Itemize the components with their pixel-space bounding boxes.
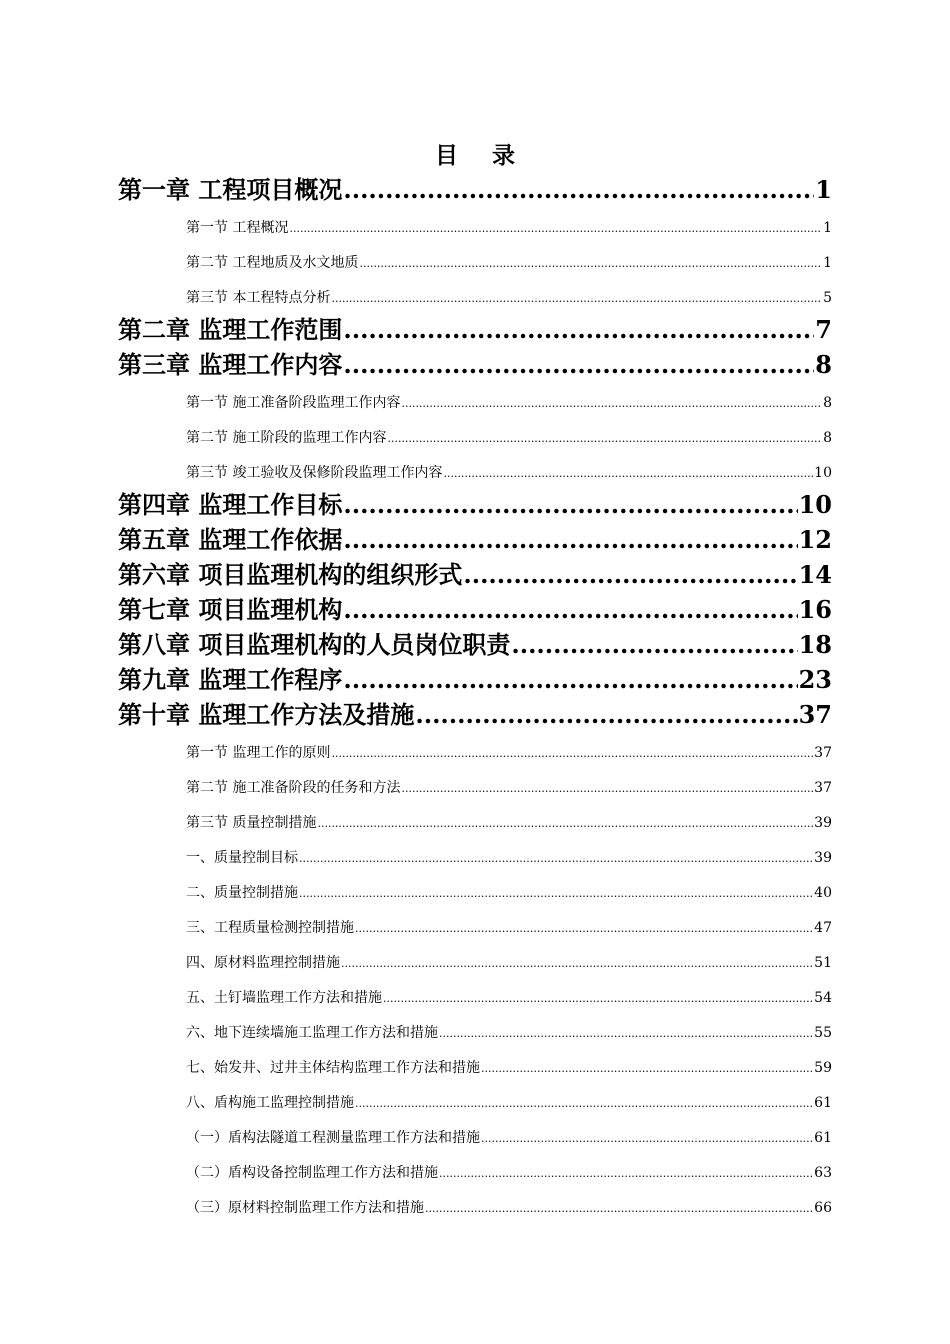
toc-entry-label: 五、土钉墙监理工作方法和措施 bbox=[186, 990, 382, 1006]
toc-entry-label: （三）原材料控制监理工作方法和措施 bbox=[186, 1200, 424, 1216]
toc-section-entry[interactable] bbox=[186, 251, 832, 275]
toc-section-entry[interactable] bbox=[186, 1161, 832, 1185]
toc-page-number: 1 bbox=[815, 175, 832, 204]
toc-chapter-entry[interactable] bbox=[118, 522, 832, 558]
toc-section-entry[interactable] bbox=[186, 1091, 832, 1115]
toc-dot-leader bbox=[511, 627, 797, 663]
toc-entry-label: 二、质量控制措施 bbox=[186, 885, 298, 901]
toc-entry-label: 第八章 项目监理机构的人员岗位职责 bbox=[118, 630, 511, 659]
toc-entry-label: 六、地下连续墙施工监理工作方法和措施 bbox=[186, 1025, 438, 1041]
toc-page-number: 37 bbox=[798, 700, 832, 729]
toc-chapter-entry[interactable] bbox=[118, 172, 832, 208]
toc-chapter-entry[interactable] bbox=[118, 487, 832, 523]
toc-entry-label: 四、原材料监理控制措施 bbox=[186, 955, 340, 971]
toc-dot-leader bbox=[331, 287, 822, 310]
toc-entry-label: 八、盾构施工监理控制措施 bbox=[186, 1095, 354, 1111]
toc-page-number: 23 bbox=[798, 665, 832, 694]
toc-chapter-entry[interactable] bbox=[118, 627, 832, 663]
toc-entry-label: 第十章 监理工作方法及措施 bbox=[118, 700, 415, 729]
toc-page-number: 55 bbox=[814, 1025, 832, 1041]
toc-section-entry[interactable] bbox=[186, 986, 832, 1010]
toc-entry-label: （二）盾构设备控制监理工作方法和措施 bbox=[186, 1165, 438, 1181]
toc-page-number: 61 bbox=[814, 1095, 832, 1111]
toc-section-entry[interactable] bbox=[186, 286, 832, 310]
toc-entry-label: 第一节 施工准备阶段监理工作内容 bbox=[186, 395, 401, 411]
toc-section-entry[interactable] bbox=[186, 216, 832, 240]
toc-dot-leader bbox=[443, 462, 813, 485]
toc-page-number: 10 bbox=[814, 465, 832, 481]
toc-entry-label: 第五章 监理工作依据 bbox=[118, 525, 343, 554]
toc-section-entry[interactable] bbox=[186, 1056, 832, 1080]
toc-page-number: 40 bbox=[814, 885, 832, 901]
toc-entry-label: 第一章 工程项目概况 bbox=[118, 175, 343, 204]
toc-page-number: 59 bbox=[814, 1060, 832, 1076]
toc-dot-leader bbox=[343, 522, 797, 558]
toc-page-number: 16 bbox=[798, 595, 832, 624]
toc-page-number: 14 bbox=[798, 560, 832, 589]
toc-page-number: 37 bbox=[814, 780, 832, 796]
toc-dot-leader bbox=[343, 347, 814, 383]
toc-page-number: 5 bbox=[823, 290, 832, 306]
toc-page-number: 51 bbox=[814, 955, 832, 971]
toc-dot-leader bbox=[343, 487, 797, 523]
toc-section-entry[interactable] bbox=[186, 1021, 832, 1045]
toc-dot-leader bbox=[289, 217, 822, 240]
toc-page-number: 18 bbox=[798, 630, 832, 659]
toc-dot-leader bbox=[343, 662, 797, 698]
toc-page-number: 47 bbox=[814, 920, 832, 936]
toc-dot-leader bbox=[401, 392, 822, 415]
toc-dot-leader bbox=[299, 847, 813, 870]
toc-entry-label: 第一节 工程概况 bbox=[186, 220, 289, 236]
toc-section-entry[interactable] bbox=[186, 916, 832, 940]
toc-page-number: 1 bbox=[823, 255, 832, 271]
toc-dot-leader bbox=[481, 1127, 813, 1150]
toc-section-entry[interactable] bbox=[186, 461, 832, 485]
toc-entry-label: 第三章 监理工作内容 bbox=[118, 350, 343, 379]
toc-entry-label: 第二节 工程地质及水文地质 bbox=[186, 255, 359, 271]
toc-entry-label: 三、工程质量检测控制措施 bbox=[186, 920, 354, 936]
toc-entry-label: 第九章 监理工作程序 bbox=[118, 665, 343, 694]
toc-entry-label: 第三节 本工程特点分析 bbox=[186, 290, 331, 306]
toc-dot-leader bbox=[439, 1022, 813, 1045]
toc-section-entry[interactable] bbox=[186, 1196, 832, 1220]
toc-title-right: 录 bbox=[492, 142, 515, 169]
toc-dot-leader bbox=[331, 742, 813, 765]
toc-chapter-entry[interactable] bbox=[118, 312, 832, 348]
toc-entry-label: 第四章 监理工作目标 bbox=[118, 490, 343, 519]
toc-page-number: 8 bbox=[815, 350, 832, 379]
toc-section-entry[interactable] bbox=[186, 1126, 832, 1150]
toc-section-entry[interactable] bbox=[186, 776, 832, 800]
toc-title bbox=[0, 138, 950, 174]
toc-dot-leader bbox=[317, 812, 813, 835]
toc-chapter-entry[interactable] bbox=[118, 662, 832, 698]
toc-entry-label: 第二章 监理工作范围 bbox=[118, 315, 343, 344]
toc-entry-label: 第二节 施工阶段的监理工作内容 bbox=[186, 430, 387, 446]
toc-dot-leader bbox=[383, 987, 813, 1010]
toc-page-number: 37 bbox=[814, 745, 832, 761]
toc-dot-leader bbox=[481, 1057, 813, 1080]
toc-entry-label: 第三节 质量控制措施 bbox=[186, 815, 317, 831]
toc-entry-label: 一、质量控制目标 bbox=[186, 850, 298, 866]
toc-dot-leader bbox=[355, 917, 813, 940]
toc-entry-label: 第三节 竣工验收及保修阶段监理工作内容 bbox=[186, 465, 443, 481]
toc-chapter-entry[interactable] bbox=[118, 557, 832, 593]
toc-section-entry[interactable] bbox=[186, 426, 832, 450]
toc-section-entry[interactable] bbox=[186, 391, 832, 415]
toc-section-entry[interactable] bbox=[186, 741, 832, 765]
toc-chapter-entry[interactable] bbox=[118, 697, 832, 733]
toc-dot-leader bbox=[425, 1197, 813, 1220]
toc-page-number: 54 bbox=[814, 990, 832, 1006]
toc-page-number: 39 bbox=[814, 815, 832, 831]
toc-entry-label: （一）盾构法隧道工程测量监理工作方法和措施 bbox=[186, 1130, 480, 1146]
toc-dot-leader bbox=[415, 697, 797, 733]
toc-page-number: 8 bbox=[823, 430, 832, 446]
toc-dot-leader bbox=[343, 592, 797, 628]
toc-entry-label: 第七章 项目监理机构 bbox=[118, 595, 343, 624]
toc-section-entry[interactable] bbox=[186, 881, 832, 905]
toc-dot-leader bbox=[341, 952, 813, 975]
toc-dot-leader bbox=[355, 1092, 813, 1115]
toc-section-entry[interactable] bbox=[186, 951, 832, 975]
toc-page-number: 61 bbox=[814, 1130, 832, 1146]
toc-dot-leader bbox=[343, 312, 814, 348]
toc-page-number: 63 bbox=[814, 1165, 832, 1181]
toc-section-entry[interactable] bbox=[186, 811, 832, 835]
toc-entry-label: 七、始发井、过井主体结构监理工作方法和措施 bbox=[186, 1060, 480, 1076]
toc-dot-leader bbox=[359, 252, 822, 275]
toc-entry-label: 第二节 施工准备阶段的任务和方法 bbox=[186, 780, 401, 796]
toc-dot-leader bbox=[343, 172, 814, 208]
toc-entry-label: 第六章 项目监理机构的组织形式 bbox=[118, 560, 463, 589]
toc-chapter-entry[interactable] bbox=[118, 592, 832, 628]
toc-page-number: 10 bbox=[798, 490, 832, 519]
toc-page-number: 8 bbox=[823, 395, 832, 411]
toc-page-number: 7 bbox=[815, 315, 832, 344]
toc-dot-leader bbox=[439, 1162, 813, 1185]
toc-page-number: 12 bbox=[798, 525, 832, 554]
toc-chapter-entry[interactable] bbox=[118, 347, 832, 383]
toc-dot-leader bbox=[401, 777, 813, 800]
toc-page-number: 66 bbox=[814, 1200, 832, 1216]
toc-dot-leader bbox=[463, 557, 797, 593]
toc-page-number: 39 bbox=[814, 850, 832, 866]
toc-dot-leader bbox=[387, 427, 822, 450]
toc-section-entry[interactable] bbox=[186, 846, 832, 870]
toc-title-left: 目 bbox=[435, 142, 458, 169]
toc-dot-leader bbox=[299, 882, 813, 905]
toc-page-number: 1 bbox=[823, 220, 832, 236]
toc-entry-label: 第一节 监理工作的原则 bbox=[186, 745, 331, 761]
